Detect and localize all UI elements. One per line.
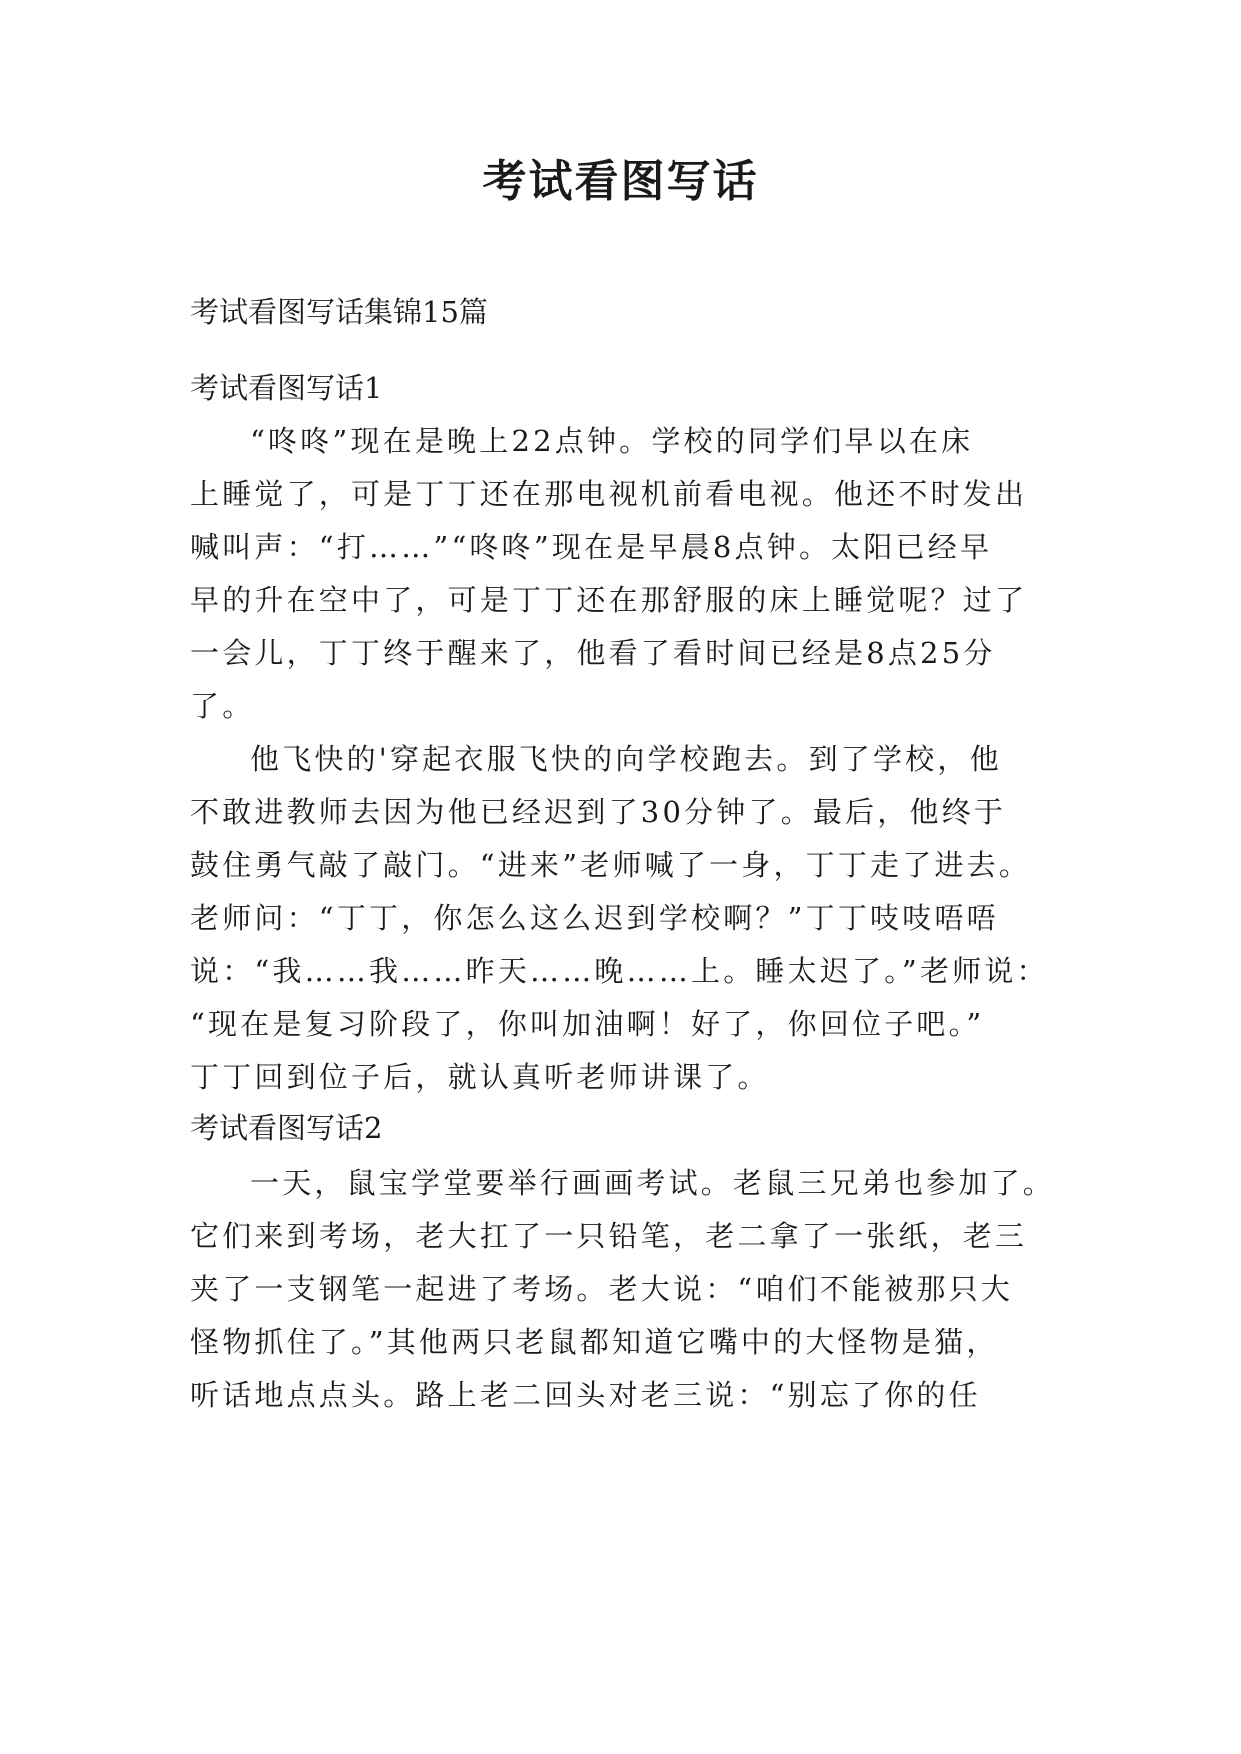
paragraph-line: 不敢进教师去因为他已经迟到了30分钟了。最后，他终于 — [190, 795, 1007, 829]
paragraph-line: 老师问：“丁丁，你怎么这么迟到学校啊？”丁丁吱吱唔唔 — [190, 901, 999, 935]
paragraph-line: 喊叫声：“打……”“咚咚”现在是早晨8点钟。太阳已经早 — [190, 530, 993, 564]
section-1-heading: 考试看图写话1 — [190, 371, 383, 405]
paragraph-line: 一天，鼠宝学堂要举行画画考试。老鼠三兄弟也参加了。 — [250, 1166, 1056, 1200]
paragraph-line: 说：“我……我……昨天……晚……上。睡太迟了。”老师说： — [190, 954, 1049, 988]
paragraph-line: 它们来到考场，老大扛了一只铅笔，老二拿了一张纸，老三 — [190, 1219, 1028, 1253]
paragraph-line: “咚咚”现在是晚上22点钟。学校的同学们早以在床 — [250, 424, 974, 458]
document-subtitle: 考试看图写话集锦15篇 — [190, 295, 488, 329]
paragraph-line: 丁丁回到位子后，就认真听老师讲课了。 — [190, 1060, 770, 1094]
paragraph-line: 夹了一支钢笔一起进了考场。老大说：“咱们不能被那只大 — [190, 1272, 1014, 1306]
section-2-heading: 考试看图写话2 — [190, 1111, 383, 1145]
paragraph-line: 怪物抓住了。”其他两只老鼠都知道它嘴中的大怪物是猫， — [190, 1325, 999, 1359]
paragraph-line: 上睡觉了，可是丁丁还在那电视机前看电视。他还不时发出 — [190, 477, 1028, 511]
paragraph-line: “现在是复习阶段了，你叫加油啊！好了，你回位子吧。” — [190, 1007, 985, 1041]
paragraph-line: 早的升在空中了，可是丁丁还在那舒服的床上睡觉呢？过了 — [190, 583, 1028, 617]
paragraph-line: 鼓住勇气敲了敲门。“进来”老师喊了一身，丁丁走了进去。 — [190, 848, 1032, 882]
paragraph-line: 听话地点点头。路上老二回头对老三说：“别忘了你的任 — [190, 1378, 981, 1412]
paragraph-line: 一会儿，丁丁终于醒来了，他看了看时间已经是8点25分 — [190, 636, 996, 670]
document-title: 考试看图写话 — [482, 156, 759, 207]
paragraph-line: 了。 — [190, 689, 255, 723]
paragraph-line: 他飞快的'穿起衣服飞快的向学校跑去。到了学校，他 — [250, 742, 1002, 776]
